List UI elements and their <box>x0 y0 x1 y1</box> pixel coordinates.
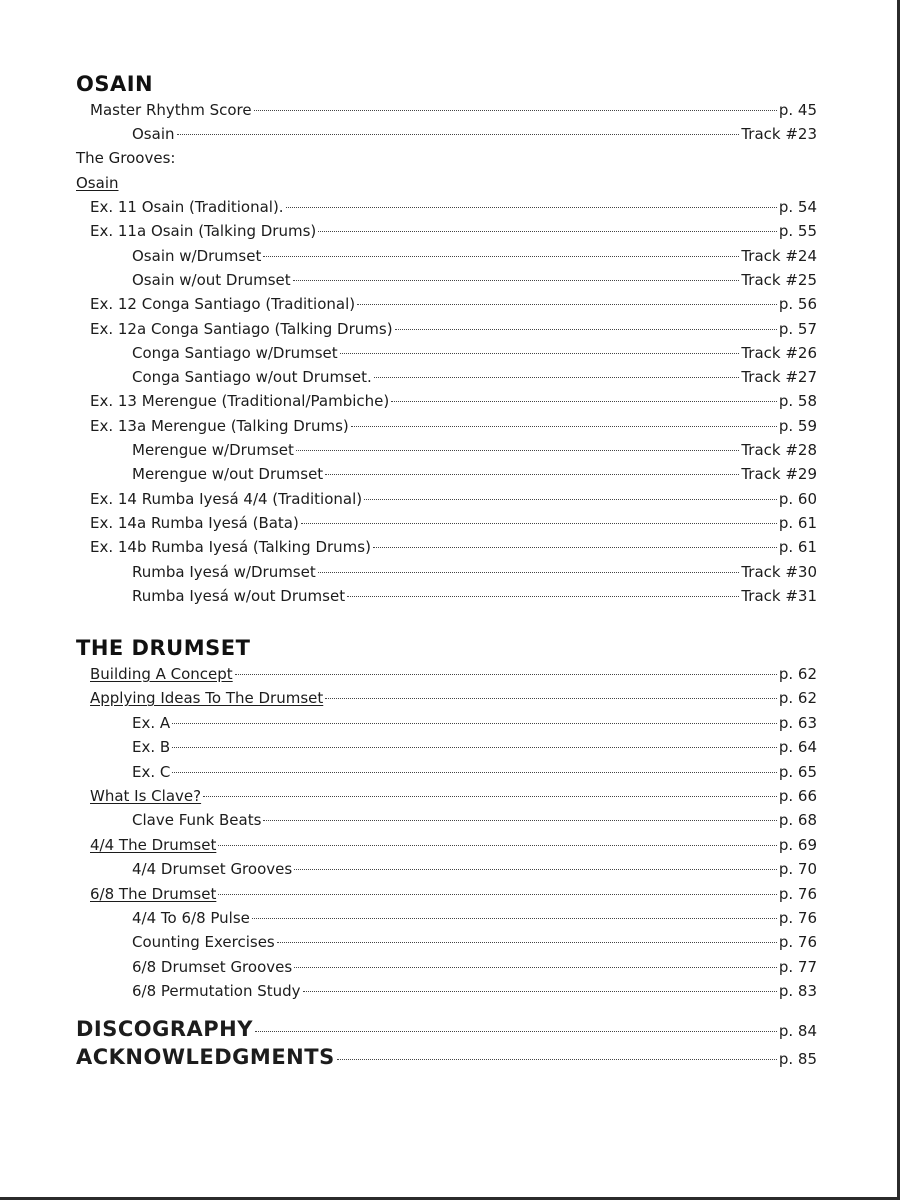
toc-entry-page: p. 77 <box>778 957 817 976</box>
dot-leader <box>318 572 740 573</box>
dot-leader <box>294 869 777 870</box>
toc-entry[interactable] <box>132 561 817 583</box>
dot-leader <box>296 450 739 451</box>
toc-entry-label: Osain <box>132 125 175 143</box>
toc-entry-page: p. 85 <box>778 1050 817 1068</box>
toc-entry[interactable] <box>90 687 817 709</box>
toc-entry-page: p. 60 <box>778 489 817 508</box>
dot-leader <box>218 845 777 846</box>
dot-leader <box>235 674 777 675</box>
toc-entry-page: p. 68 <box>778 811 817 830</box>
toc-entry-page: p. 65 <box>778 762 817 781</box>
toc-entry[interactable] <box>90 834 817 856</box>
toc-entry-label: 6/8 The Drumset <box>90 884 217 903</box>
dot-leader <box>303 991 777 992</box>
toc-entry-label: Master Rhythm Score <box>90 101 252 119</box>
toc-entry-page: p. 45 <box>778 101 817 119</box>
toc-entry-label: Conga Santiago w/out Drumset. <box>132 368 372 387</box>
toc-entry[interactable] <box>132 342 817 364</box>
toc-entry-page: p. 61 <box>778 513 817 532</box>
toc-entry-page: p. 55 <box>778 222 817 241</box>
toc-entry-label: Ex. 11 Osain (Traditional). <box>90 198 284 216</box>
dot-leader <box>337 1059 777 1060</box>
dot-leader <box>364 499 777 500</box>
dot-leader <box>203 796 777 797</box>
toc-entry-master-rhythm-score[interactable] <box>90 99 817 121</box>
dot-leader <box>391 401 777 402</box>
toc-entry[interactable] <box>132 585 817 607</box>
toc-entry-label: Merengue w/out Drumset <box>132 465 324 484</box>
dot-leader <box>277 942 777 943</box>
dot-leader <box>218 894 777 895</box>
toc-entry[interactable] <box>90 415 817 437</box>
dot-leader <box>293 280 740 281</box>
toc-entry[interactable] <box>132 736 817 758</box>
toc-entry-page: p. 63 <box>778 713 817 732</box>
toc-entry-label: Ex. 13 Merengue (Traditional/Pambiche) <box>90 392 390 411</box>
toc-entry-label: Ex. 12a Conga Santiago (Talking Drums) <box>90 319 393 338</box>
toc-entry-page: p. 57 <box>778 319 817 338</box>
toc-entry-label: Ex. C <box>132 762 171 781</box>
toc-entry-page: p. 84 <box>778 1022 817 1040</box>
dot-leader <box>263 820 776 821</box>
toc-entry-label: Applying Ideas To The Drumset <box>90 689 324 708</box>
toc-entry-label: Counting Exercises <box>132 933 275 952</box>
section-heading-osain: OSAIN <box>76 72 154 96</box>
toc-entry[interactable] <box>132 761 817 783</box>
toc-entry-page: Track #31 <box>741 586 817 605</box>
toc-entry-label: Clave Funk Beats <box>132 811 262 830</box>
toc-entry-page: Track #28 <box>741 441 817 459</box>
toc-entry[interactable] <box>90 512 817 534</box>
toc-entry[interactable] <box>132 858 817 880</box>
toc-entry[interactable] <box>132 366 817 388</box>
toc-entry-label: Osain w/out Drumset <box>132 270 291 289</box>
toc-entry[interactable] <box>132 980 817 1002</box>
toc-entry-page: p. 83 <box>778 982 817 1001</box>
dot-leader <box>172 772 776 773</box>
toc-entry-page: Track #26 <box>741 343 817 362</box>
toc-entry-page: p. 64 <box>778 738 817 757</box>
dot-leader <box>301 523 777 524</box>
toc-entry-label: Ex. 13a Merengue (Talking Drums) <box>90 416 349 435</box>
toc-entry-page: Track #29 <box>741 465 817 484</box>
toc-entry[interactable] <box>90 883 817 905</box>
dot-leader <box>294 967 777 968</box>
toc-entry-page: p. 58 <box>778 392 817 411</box>
toc-entry-page: p. 76 <box>778 933 817 952</box>
dot-leader <box>340 353 740 354</box>
toc-entry-label: Ex. 11a Osain (Talking Drums) <box>90 222 317 241</box>
toc-entry[interactable] <box>132 245 817 267</box>
toc-entry-label: 4/4 Drumset Grooves <box>132 860 293 879</box>
grooves-label: The Grooves: <box>76 149 176 167</box>
toc-entry-label: Osain w/Drumset <box>132 246 262 265</box>
toc-entry-page: p. 70 <box>778 860 817 879</box>
toc-entry-page: p. 56 <box>778 295 817 314</box>
toc-entry-label: Conga Santiago w/Drumset <box>132 343 338 362</box>
toc-entry[interactable] <box>132 439 817 461</box>
toc-entry-label: Ex. A <box>132 713 171 732</box>
toc-entry[interactable] <box>90 663 817 685</box>
dot-leader <box>172 723 777 724</box>
toc-entry-label: 6/8 Permutation Study <box>132 982 301 1001</box>
toc-entry[interactable] <box>132 931 817 953</box>
toc-entry-page: p. 76 <box>778 909 817 927</box>
dot-leader <box>318 231 777 232</box>
toc-entry-acknowledgments[interactable] <box>76 1046 817 1070</box>
toc-entry-page: p. 59 <box>778 416 817 435</box>
toc-entry-label: Ex. 14b Rumba Iyesá (Talking Drums) <box>90 538 371 557</box>
toc-entry-label: Rumba Iyesá w/out Drumset <box>132 586 346 605</box>
toc-entry-discography[interactable] <box>76 1018 817 1042</box>
dot-leader <box>373 547 777 548</box>
toc-entry-page: p. 66 <box>778 787 817 805</box>
section-heading-acknowledgments: ACKNOWLEDGMENTS <box>76 1045 335 1069</box>
dot-leader <box>255 1031 777 1032</box>
toc-entry[interactable] <box>132 463 817 485</box>
toc-entry[interactable] <box>132 712 817 734</box>
toc-entry[interactable] <box>90 536 817 558</box>
toc-entry-label: Ex. 12 Conga Santiago (Traditional) <box>90 295 356 314</box>
toc-entry[interactable] <box>132 269 817 291</box>
dot-leader <box>325 474 739 475</box>
toc-entry[interactable] <box>90 318 817 340</box>
toc-entry-label: Rumba Iyesá w/Drumset <box>132 562 316 581</box>
toc-entry-page: p. 69 <box>778 835 817 854</box>
toc-entry-page: p. 54 <box>778 198 817 216</box>
toc-entry-page: Track #23 <box>741 125 817 143</box>
dot-leader <box>172 747 777 748</box>
toc-entry[interactable] <box>90 220 817 242</box>
dot-leader <box>325 698 777 699</box>
toc-entry-page: p. 62 <box>778 689 817 708</box>
toc-entry[interactable] <box>132 809 817 831</box>
dot-leader <box>351 426 777 427</box>
toc-entry-label: 4/4 The Drumset <box>90 835 217 854</box>
toc-entry-page: Track #25 <box>741 270 817 289</box>
toc-entry-label: Ex. 14a Rumba Iyesá (Bata) <box>90 513 299 532</box>
toc-entry-label: 4/4 To 6/8 Pulse <box>132 909 250 927</box>
section-heading-discography: DISCOGRAPHY <box>76 1017 253 1041</box>
toc-entry[interactable] <box>90 293 817 315</box>
toc-entry[interactable] <box>90 390 817 412</box>
toc-entry[interactable] <box>90 488 817 510</box>
toc-entry-label: Ex. 14 Rumba Iyesá 4/4 (Traditional) <box>90 489 363 508</box>
dot-leader <box>357 304 777 305</box>
dot-leader <box>254 110 777 111</box>
dot-leader <box>347 596 739 597</box>
osain-subheading[interactable]: Osain <box>76 174 119 192</box>
dot-leader <box>177 134 740 135</box>
dot-leader <box>374 377 740 378</box>
toc-entry-label: Merengue w/Drumset <box>132 441 294 459</box>
toc-entry-page: Track #30 <box>741 562 817 581</box>
toc-entry[interactable] <box>90 196 817 218</box>
toc-entry-page: p. 76 <box>778 884 817 903</box>
dot-leader <box>286 207 777 208</box>
dot-leader <box>395 329 777 330</box>
toc-entry-osain-track[interactable] <box>132 123 817 145</box>
toc-entry[interactable] <box>90 785 817 807</box>
dot-leader <box>263 256 739 257</box>
toc-entry-page: Track #24 <box>741 246 817 265</box>
section-heading-drumset: THE DRUMSET <box>76 636 251 660</box>
dot-leader <box>252 918 777 919</box>
toc-entry-label: 6/8 Drumset Grooves <box>132 957 293 976</box>
toc-entry-page: p. 61 <box>778 538 817 557</box>
toc-entry-label: What Is Clave? <box>90 787 202 805</box>
toc-entry[interactable] <box>132 907 817 929</box>
toc-entry-label: Building A Concept <box>90 665 233 683</box>
toc-entry-label: Ex. B <box>132 738 171 757</box>
toc-entry[interactable] <box>132 956 817 978</box>
toc-entry-page: Track #27 <box>741 368 817 387</box>
toc-entry-page: p. 62 <box>778 665 817 683</box>
